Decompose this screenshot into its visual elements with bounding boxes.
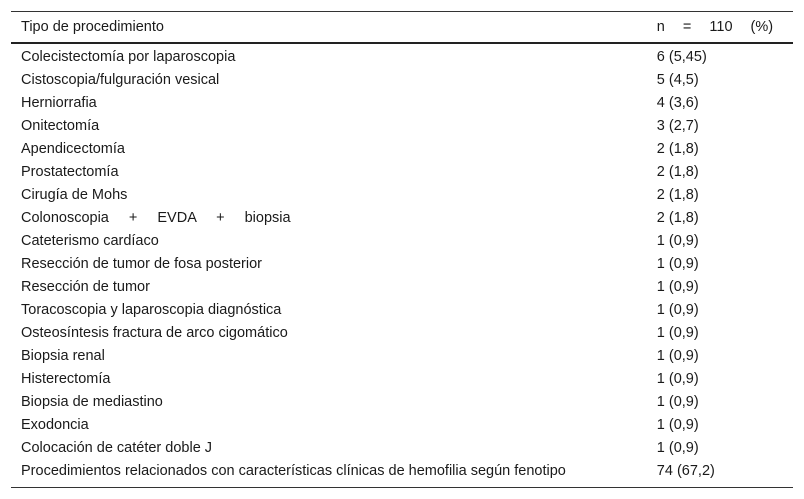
table-row [11, 69, 793, 92]
procedure-name-cell: Osteosíntesis fractura de arco cigomático [21, 325, 288, 341]
procedure-name-cell: Resección de tumor [21, 279, 150, 295]
procedure-name-cell: Colocación de catéter doble J [21, 440, 213, 456]
table-row [11, 43, 793, 69]
table-header-row [11, 12, 793, 44]
procedure-name-cell: Colonoscopia + EVDA + biopsia [21, 210, 291, 226]
table-row [11, 460, 793, 488]
table-row [11, 92, 793, 115]
procedure-count-cell: 4 (3,6) [656, 95, 699, 111]
procedure-count-cell: 1 (0,9) [656, 325, 699, 341]
procedure-name-cell: Cistoscopia/fulguración vesical [21, 72, 220, 88]
procedure-name-cell: Onitectomía [21, 118, 100, 134]
procedure-count-cell: 2 (1,8) [656, 141, 699, 157]
procedure-count-cell: 2 (1,8) [656, 210, 699, 226]
header-procedure-type: Tipo de procedimiento [21, 18, 164, 35]
procedure-count-cell: 74 (67,2) [656, 463, 715, 479]
procedure-count-cell: 1 (0,9) [656, 417, 699, 433]
procedure-count-cell: 2 (1,8) [656, 164, 699, 180]
procedure-name-cell: Herniorrafia [21, 95, 97, 111]
table-row [11, 322, 793, 345]
procedure-name-cell: Apendicectomía [21, 141, 125, 157]
procedure-count-cell: 2 (1,8) [656, 187, 699, 203]
procedure-count-cell: 1 (0,9) [656, 233, 699, 249]
table-row [11, 184, 793, 207]
table-body [11, 43, 793, 488]
procedure-name-cell: Colecistectomía por laparoscopia [21, 49, 236, 65]
procedure-name-cell: Exodoncia [21, 417, 89, 433]
procedure-name-cell: Cateterismo cardíaco [21, 233, 159, 249]
procedure-count-cell: 1 (0,9) [656, 302, 699, 318]
procedure-count-cell: 1 (0,9) [656, 394, 699, 410]
table-row [11, 437, 793, 460]
procedure-name-cell: Cirugía de Mohs [21, 187, 128, 203]
procedure-name-cell: Biopsia de mediastino [21, 394, 163, 410]
procedure-name-cell: Procedimientos relacionados con características clínicas de hemofilia según fenotipo [21, 463, 566, 479]
table-row [11, 253, 793, 276]
procedure-count-cell: 1 (0,9) [656, 371, 699, 387]
procedure-count-cell: 1 (0,9) [656, 440, 699, 456]
header-count-percent: n = 110 (%) [656, 18, 774, 35]
table-row [11, 299, 793, 322]
table-row [11, 230, 793, 253]
procedure-count-cell: 3 (2,7) [656, 118, 699, 134]
procedure-count-cell: 1 (0,9) [656, 279, 699, 295]
table-row [11, 138, 793, 161]
table-row [11, 115, 793, 138]
procedure-count-cell: 1 (0,9) [656, 348, 699, 364]
table-row [11, 414, 793, 437]
table-row [11, 207, 793, 230]
procedure-count-cell: 1 (0,9) [656, 256, 699, 272]
procedure-name-cell: Toracoscopia y laparoscopia diagnóstica [21, 302, 282, 318]
procedure-name-cell: Resección de tumor de fosa posterior [21, 256, 262, 272]
table-row [11, 161, 793, 184]
procedure-count-cell: 6 (5,45) [656, 49, 707, 65]
procedure-count-cell: 5 (4,5) [656, 72, 699, 88]
procedure-name-cell: Prostatectomía [21, 164, 119, 180]
procedure-name-cell: Histerectomía [21, 371, 111, 387]
table-row [11, 391, 793, 414]
procedures-table-container [11, 11, 793, 488]
procedure-name-cell: Biopsia renal [21, 348, 105, 364]
table-row [11, 276, 793, 299]
table-row [11, 368, 793, 391]
procedures-table [11, 11, 793, 488]
table-row [11, 345, 793, 368]
